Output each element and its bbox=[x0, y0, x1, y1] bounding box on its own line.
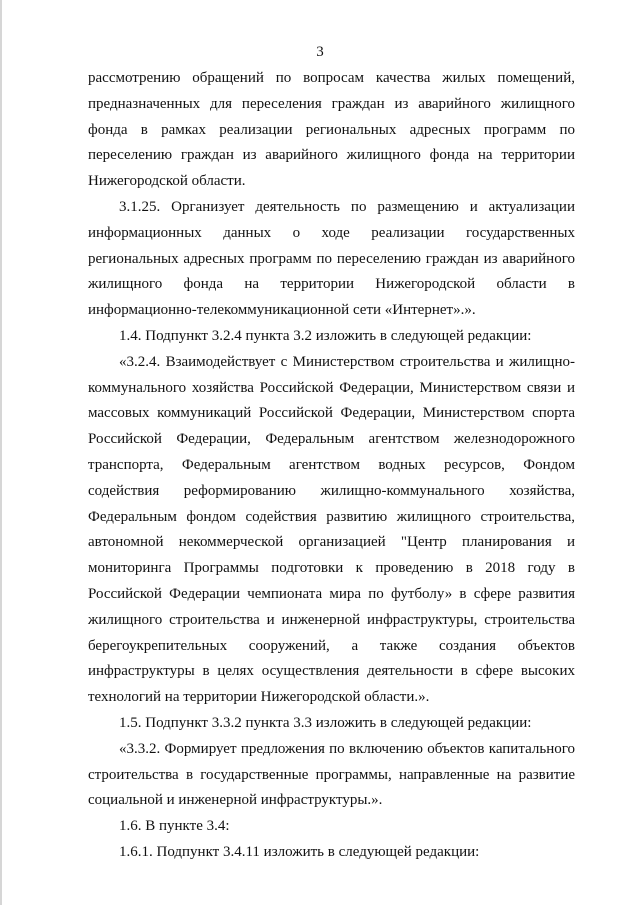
paragraph-continuation: рассмотрению обращений по вопросам качества жилых помещений, предназначенных для переселения граждан из аварийного жилищного фонда в рамках реализации региональных адресных программ по переселению граждан из аварийного жилищного фонда на территории Нижегородской области. bbox=[88, 70, 575, 190]
paragraph-3-2-4: «3.2.4. Взаимодействует с Министерством строительства и жилищно-коммунального хозяйства Российской Федерации, Министерством связи и массовых коммуникаций Российской Федерации, Министерством спорта Российской Федерации, Федеральным агентством железнодорожного транспорта, Федеральным агентством водных ресурсов, Фондом содействия реформированию жилищно-коммунального хозяйства, Федеральным фондом содействия развитию жилищного строительства, автономной некоммерческой организацией "Центр планирования и мониторинга Программы подготовки к проведению в 2018 году в Российской Федерации чемпионата мира по футболу» в сфере развития жилищного строительства и инженерной инфраструктуры, строительства берегоукрепительных сооружений, а также создания объектов инфраструктуры в целях осуществления деятельности в сфере высоких технологий на территории Нижегородской области.». bbox=[88, 353, 575, 706]
paragraph-1-6: 1.6. В пункте 3.4: bbox=[119, 818, 230, 835]
paragraph-3-1-25: 3.1.25. Организует деятельность по размещению и актуализации информационных данных о ходе реализации государственных региональных адресных программ по переселению граждан из аварийного жилищного фонда на территории Нижегородской области в информационно-телекоммуникационной сети «Интернет».». bbox=[88, 198, 575, 319]
paragraph-1-6-1: 1.6.1. Подпункт 3.4.11 изложить в следующей редакции: bbox=[119, 843, 480, 860]
page-number: 3 bbox=[316, 44, 324, 60]
document-body bbox=[88, 66, 575, 866]
paragraph-1-5: 1.5. Подпункт 3.3.2 пункта 3.3 изложить в следующей редакции: bbox=[119, 714, 532, 731]
paragraph-3-3-2: «3.3.2. Формирует предложения по включению объектов капитального строительства в государственные программы, направленные на развитие социальной и инженерной инфраструктуры.». bbox=[88, 740, 575, 809]
page-edge bbox=[0, 0, 2, 905]
paragraph-1-4: 1.4. Подпункт 3.2.4 пункта 3.2 изложить в следующей редакции: bbox=[119, 327, 532, 344]
